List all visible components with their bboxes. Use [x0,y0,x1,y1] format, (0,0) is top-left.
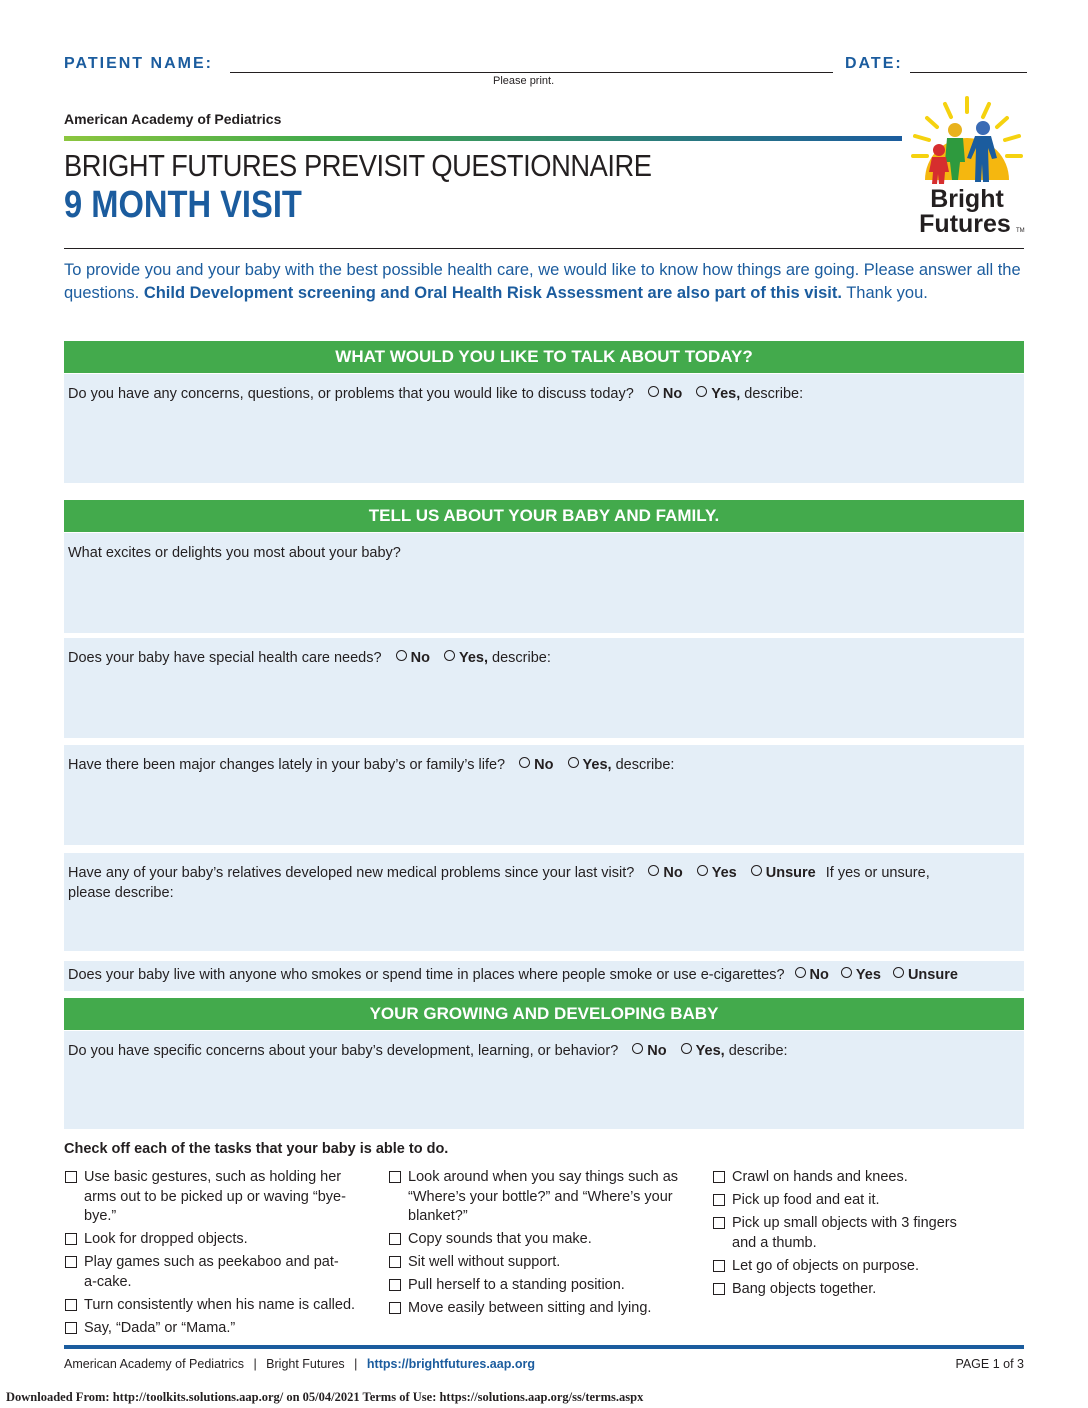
radio-icon[interactable] [697,865,708,876]
checkbox-icon[interactable] [389,1302,401,1314]
checkbox-icon[interactable] [65,1256,77,1268]
footer-credits: American Academy of Pediatrics | Bright Futures | https://brightfutures.aap.org [64,1357,535,1371]
checklist-col-1 [64,1168,369,1342]
download-note: Downloaded From: http://toolkits.solutions.aap.org/ on 05/04/2021 Terms of Use: https://solutions.aap.org/ss/terms.aspx [6,1390,644,1404]
intro-text: To provide you and your baby with the best possible health care, we would like to know how things are going. Please answer all the questions. [64,261,1021,302]
checklist-item[interactable]: Pull herself to a standing position. [388,1276,698,1296]
question-text: What excites or delights you most about your baby? [68,545,401,561]
footer-bf: Bright Futures [266,1357,345,1371]
checkbox-icon[interactable] [713,1194,725,1206]
option-no[interactable]: No [519,755,553,775]
question-tail: If yes or unsure, [825,865,930,881]
option-no[interactable]: No [396,648,430,668]
option-yes[interactable]: Yes [697,863,737,883]
footer-rule [64,1345,1024,1349]
logo-futures-text: Futures [919,210,1011,237]
radio-icon[interactable] [795,967,806,978]
question-text: Have there been major changes lately in your baby’s or family’s life? [68,757,506,773]
radio-icon[interactable] [444,650,455,661]
question-development-concerns[interactable] [64,1031,1024,1129]
section-header-talk: WHAT WOULD YOU LIKE TO TALK ABOUT TODAY? [64,341,1024,373]
option-unsure[interactable]: Unsure [751,863,816,883]
checklist-item[interactable]: Crawl on hands and knees. [712,1168,982,1188]
footer-org: American Academy of Pediatrics [64,1357,244,1371]
intro-thanks: Thank you. [841,284,928,302]
option-yes[interactable]: Yes, describe: [568,755,675,775]
option-yes[interactable]: Yes, describe: [681,1041,788,1061]
checkbox-icon[interactable] [389,1233,401,1245]
radio-icon[interactable] [648,386,659,397]
question-text: Does your baby live with anyone who smokes or spend time in places where people smoke or use e-cigarettes? [68,967,785,983]
checkbox-icon[interactable] [389,1256,401,1268]
question-text: Do you have specific concerns about your baby’s development, learning, or behavior? [68,1043,619,1059]
checklist-item[interactable]: Turn consistently when his name is called. [64,1296,369,1316]
date-field[interactable] [910,72,1027,73]
sun-family-icon [905,92,1030,237]
radio-icon[interactable] [396,650,407,661]
radio-icon[interactable] [568,757,579,768]
option-no[interactable]: No [648,384,682,404]
question-relatives[interactable] [64,853,1024,951]
checkbox-icon[interactable] [389,1171,401,1183]
question-smoke[interactable] [64,961,1024,991]
section-header-family: TELL US ABOUT YOUR BABY AND FAMILY. [64,500,1024,532]
option-yes[interactable]: Yes [841,965,881,985]
patient-name-field[interactable] [230,72,833,73]
title-rule [64,248,1024,249]
intro-paragraph [64,259,1024,305]
checklist-item[interactable]: Say, “Dada” or “Mama.” [64,1319,369,1339]
please-print-note: Please print. [493,75,555,87]
checklist-col-2 [388,1168,698,1322]
question-text: Does your baby have special health care needs? [68,650,382,666]
radio-icon[interactable] [751,865,762,876]
bright-futures-logo [905,92,1030,237]
question-text: Have any of your baby’s relatives developed new medical problems since your last visit? [68,865,635,881]
logo-tm-text: TM [1016,228,1025,234]
radio-icon[interactable] [841,967,852,978]
radio-icon[interactable] [893,967,904,978]
checklist-item[interactable]: Move easily between sitting and lying. [388,1299,698,1319]
checkbox-icon[interactable] [713,1171,725,1183]
checklist-item[interactable]: Look around when you say things such as “Where’s your bottle?” and “Where’s your blanket?” [388,1168,698,1227]
checklist-col-3 [712,1168,982,1303]
checklist-item[interactable]: Pick up food and eat it. [712,1191,982,1211]
logo-bright-text: Bright [930,185,1004,213]
checklist-heading: Check off each of the tasks that your baby is able to do. [64,1141,449,1157]
radio-icon[interactable] [648,865,659,876]
option-no[interactable]: No [795,965,829,985]
checkbox-icon[interactable] [713,1283,725,1295]
question-major-changes[interactable] [64,745,1024,845]
checkbox-icon[interactable] [65,1171,77,1183]
checkbox-icon[interactable] [713,1260,725,1272]
checklist-item[interactable]: Pick up small objects with 3 fingers and a thumb. [712,1214,982,1253]
visit-title: 9 MONTH VISIT [64,184,302,226]
question-special-needs[interactable] [64,638,1024,738]
question-text-line2: please describe: [68,885,174,901]
option-yes[interactable]: Yes, describe: [444,648,551,668]
patient-name-label: PATIENT NAME: [64,55,213,72]
checkbox-icon[interactable] [65,1233,77,1245]
checklist-item[interactable]: Look for dropped objects. [64,1230,369,1250]
checklist-item[interactable]: Bang objects together. [712,1280,982,1300]
question-text: Do you have any concerns, questions, or problems that you would like to discuss today? [68,386,634,402]
intro-bold-text: Child Development screening and Oral Health Risk Assessment are also part of this visit. [143,284,842,302]
option-no[interactable]: No [648,863,682,883]
question-concerns[interactable] [64,374,1024,483]
checkbox-icon[interactable] [713,1217,725,1229]
checklist-item[interactable]: Copy sounds that you make. [388,1230,698,1250]
footer-url-link[interactable]: https://brightfutures.aap.org [366,1357,535,1371]
checkbox-icon[interactable] [65,1322,77,1334]
question-delights[interactable] [64,533,1024,633]
checklist-item[interactable]: Let go of objects on purpose. [712,1257,982,1277]
checklist-item[interactable]: Sit well without support. [388,1253,698,1273]
header-gradient-rule [64,136,902,141]
option-no[interactable]: No [632,1041,666,1061]
radio-icon[interactable] [519,757,530,768]
option-unsure[interactable]: Unsure [893,965,958,985]
radio-icon[interactable] [632,1043,643,1054]
checklist-item[interactable]: Use basic gestures, such as holding her arms out to be picked up or waving “bye-bye.” [64,1168,369,1227]
option-yes[interactable]: Yes, describe: [696,384,803,404]
page-number: PAGE 1 of 3 [955,1357,1024,1371]
checkbox-icon[interactable] [65,1299,77,1311]
checklist-item[interactable]: Play games such as peekaboo and pat-a-cake. [64,1253,369,1292]
section-header-growing: YOUR GROWING AND DEVELOPING BABY [64,998,1024,1030]
date-label: DATE: [845,55,903,72]
page-title: BRIGHT FUTURES PREVISIT QUESTIONNAIRE [64,148,652,183]
radio-icon[interactable] [681,1043,692,1054]
org-name: American Academy of Pediatrics [64,111,282,127]
checkbox-icon[interactable] [389,1279,401,1291]
radio-icon[interactable] [696,386,707,397]
